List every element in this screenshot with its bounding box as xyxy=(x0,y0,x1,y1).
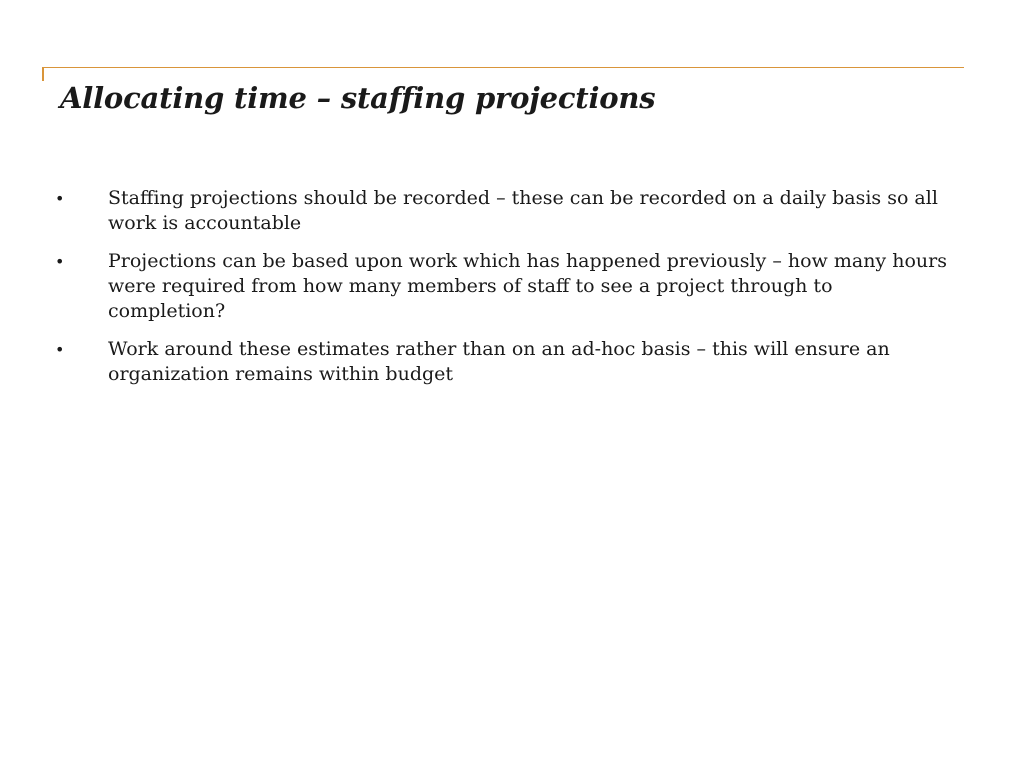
header-rule xyxy=(42,67,964,68)
bullet-icon: • xyxy=(55,189,65,208)
bullet-item xyxy=(55,337,955,387)
bullet-item xyxy=(55,186,955,236)
bullet-text: Work around these estimates rather than on an ad-hoc basis – this will ensure an organization remains within budget xyxy=(108,338,890,385)
slide-title: Allocating time – staffing projections xyxy=(60,81,656,115)
header-rule-corner xyxy=(42,67,44,81)
bullet-text: Staffing projections should be recorded – these can be recorded on a daily basis so all work is accountable xyxy=(108,187,938,234)
bullet-list xyxy=(55,186,955,400)
bullet-icon: • xyxy=(55,252,65,271)
bullet-item xyxy=(55,249,955,324)
bullet-icon: • xyxy=(55,340,65,359)
bullet-text: Projections can be based upon work which has happened previously – how many hours were required from how many members of staff to see a project through to completion? xyxy=(108,250,947,322)
